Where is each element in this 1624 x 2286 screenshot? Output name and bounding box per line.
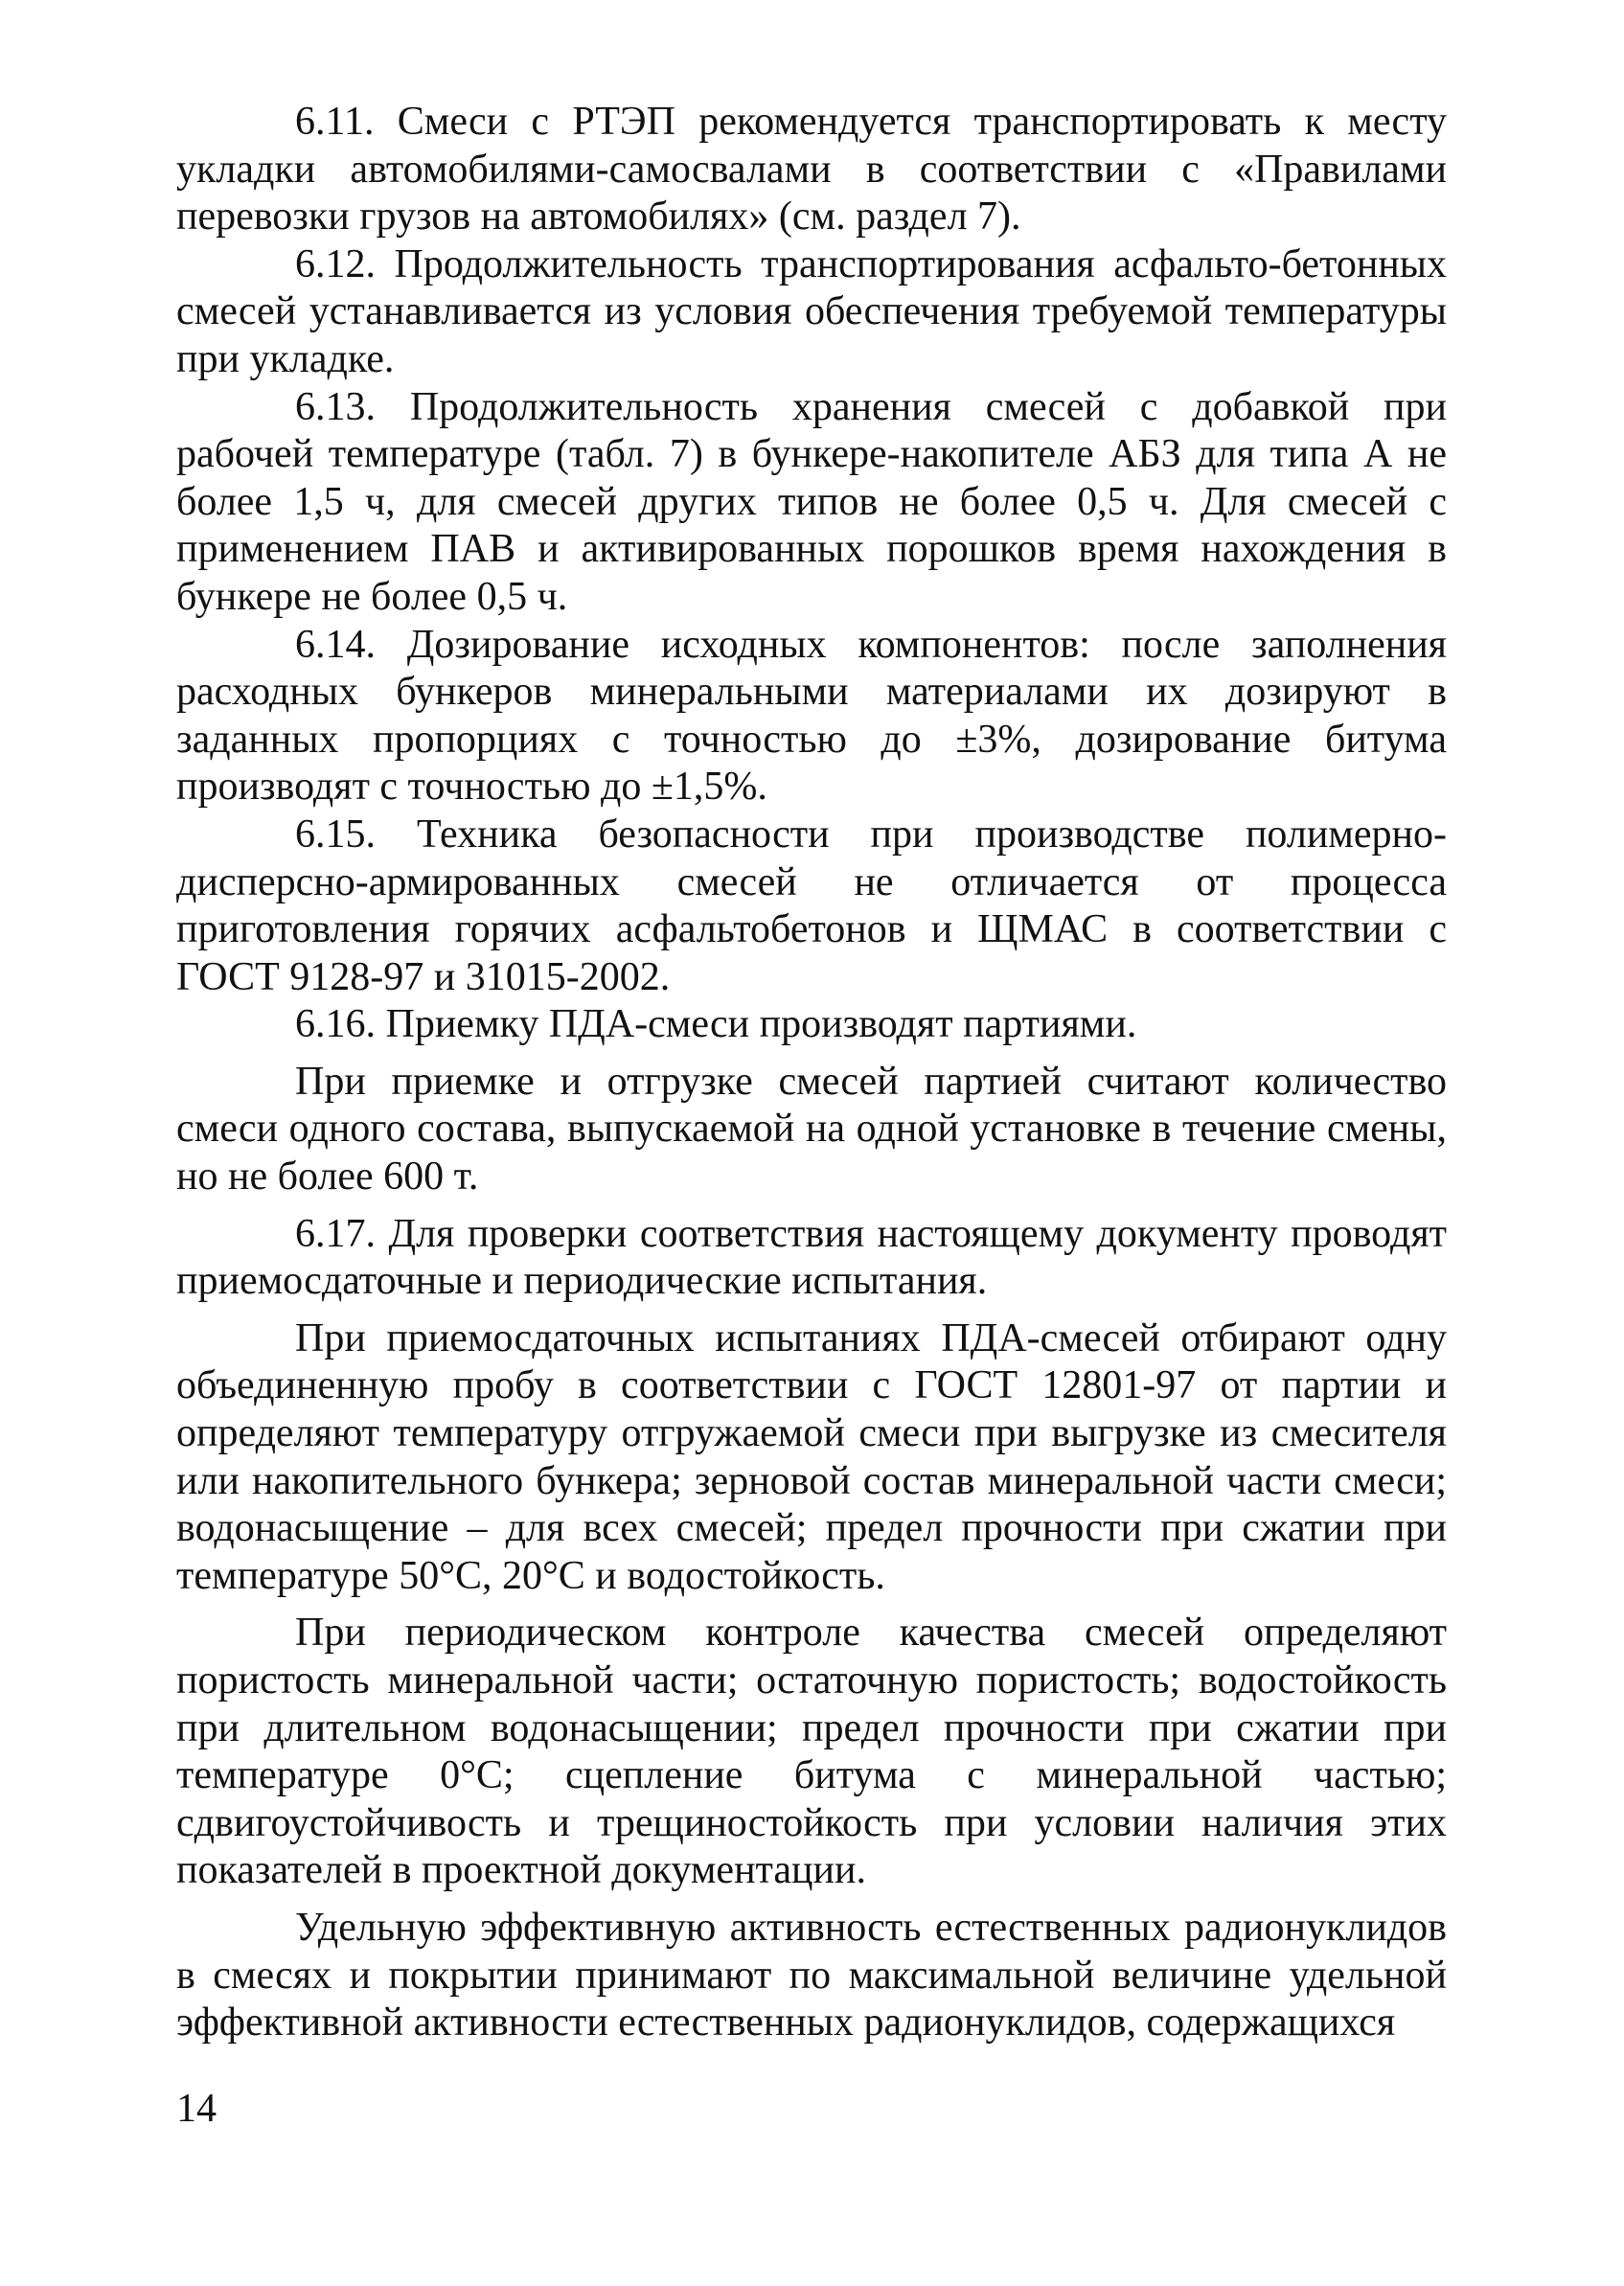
paragraph-6-16: 6.16. Приемку ПДА-смеси производят партиями. [295,1002,1137,1047]
paragraph-6-13: 6.13. Продолжительность хранения смесей с добавкой при рабочей температуре (табл. 7) в бункере-накопителе АБЗ для типа А не более 1,5 ч, для смесей других типов не более 0,5 ч. Для смесей с применением ПАВ и активированных порошков время нахождения в бункере не более 0,5 ч. [176,384,1447,619]
body-text [176,99,1447,2047]
paragraph-6-17: 6.17. Для проверки соответствия настоящему документу проводят приемосдаточные и периодические испытания. [176,1211,1447,1304]
paragraph-radionuclides: Удельную эффективную активность естественных радионуклидов в смесях и покрытии принимают по максимальной величине удельной эффективной активности естественных радионуклидов, содержащихся [176,1905,1447,2046]
paragraph-periodic-control: При периодическом контроле качества смесей определяют пористость минеральной части; остаточную пористость; водостойкость при длительном водонасыщении; предел прочности при сжатии при температуре 0°С; сцепление битума с минеральной частью; сдвигоустойчивость и трещиностойкость при условии наличия этих показателей в проектной документации. [176,1611,1447,1893]
paragraph-acceptance-tests: При приемосдаточных испытаниях ПДА-смесей отбирают одну объединенную пробу в соответствии с ГОСТ 12801-97 от партии и определяют температуру отгружаемой смеси при выгрузке из смесителя или накопительного бункера; зерновой состав минеральной части смеси; водонасыщение – для всех смесей; предел прочности при сжатии при температуре 50°С, 20°С и водостойкость. [176,1315,1447,1598]
paragraph-6-15: 6.15. Техника безопасности при производстве полимерно-дисперсно-армированных смесей не отличается от процесса приготовления горячих асфальтобетонов и ЩМАС в соответствии с ГОСТ 9128-97 и 31015-2002. [176,812,1447,999]
paragraph-6-14: 6.14. Дозирование исходных компонентов: после заполнения расходных бункеров минеральными материалами их дозируют в заданных пропорциях с точностью до ±3%, дозирование битума производят с точностью до ±1,5%. [176,622,1447,810]
paragraph-6-11: 6.11. Смеси с РТЭП рекомендуется транспортировать к месту укладки автомобилями-самосвалами в соответствии с «Правилами перевозки грузов на автомобилях» (см. раздел 7). [176,100,1447,240]
page-number: 14 [176,2087,217,2131]
paragraph-6-12: 6.12. Продолжительность транспортирования асфальто-бетонных смесей устанавливается из условия обеспечения требуемой температуры при укладке. [176,241,1447,381]
paragraph-batch-acceptance: При приемке и отгрузке смесей партией считают количество смеси одного состава, выпускаемой на одной установке в течение смены, но не более 600 т. [176,1059,1447,1200]
